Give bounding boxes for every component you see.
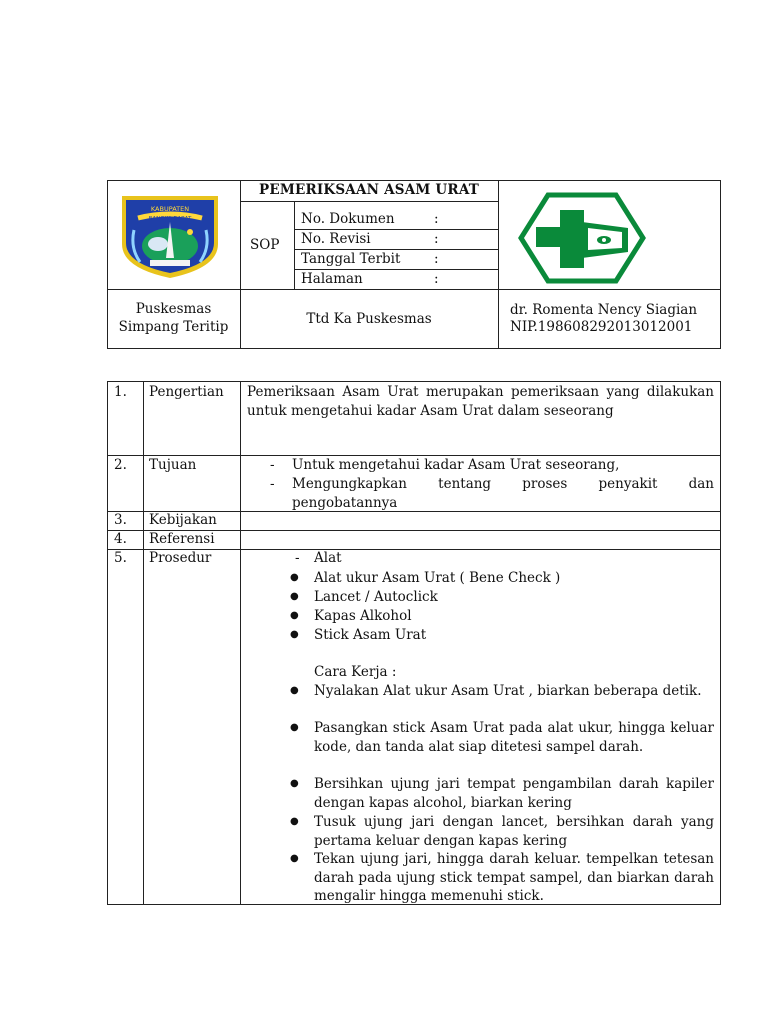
row-label: Pengertian [149,384,224,400]
alat-heading: Alat [314,550,342,566]
field-sep: : [434,251,439,267]
sign-label: Ttd Ka Puskesmas [306,311,432,327]
dash-bullet: - [270,457,275,473]
row-number: 1. [114,384,127,400]
field-sep: : [434,211,439,227]
head-nip: NIP.198608292013012001 [510,319,693,335]
cara-kerja-step: Pasangkan stick Asam Urat pada alat ukur, hingga keluar kode, dan tanda alat siap ditetesi sampel darah. [314,720,714,755]
row-number: 2. [114,457,127,473]
row-label: Prosedur [149,550,212,566]
logo-sub-text: BANGKA BARAT [148,216,192,222]
header-divider [294,229,498,230]
cara-kerja-step: Tekan ujung jari, hingga darah keluar. tempelkan tetesan darah pada ujung stick tempat sampel, dan biarkan darah mengalir hingga memenuhi stick. [314,851,714,904]
dash-bullet: - [295,550,300,566]
bullet-icon: ● [290,629,299,640]
pengertian-text: Pemeriksaan Asam Urat merupakan pemeriksaan yang dilakukan untuk mengetahui kadar Asam Urat dalam seseorang [247,384,714,419]
bullet-icon: ● [290,610,299,621]
alat-item: Lancet / Autoclick [314,589,438,605]
row-label: Referensi [149,531,215,547]
content-divider [143,381,144,905]
field-label-no-revisi: No. Revisi [301,231,371,247]
alat-item: Alat ukur Asam Urat ( Bene Check ) [314,570,561,586]
row-number: 4. [114,531,127,547]
tujuan-item: Untuk mengetahui kadar Asam Urat seseorang, [292,457,620,473]
bullet-icon: ● [290,591,299,602]
alat-item: Kapas Alkohol [314,608,412,624]
header-divider [294,249,498,250]
field-sep: : [434,271,439,287]
row-number: 3. [114,512,127,528]
bullet-icon: ● [290,778,299,789]
row-label: Kebijakan [149,512,217,528]
header-divider [498,180,499,349]
header-divider [107,289,721,290]
cara-kerja-heading: Cara Kerja : [314,664,397,680]
bullet-icon: ● [290,685,299,696]
puskesmas-logo-icon [518,192,646,284]
cara-kerja-step: Tusuk ujung jari dengan lancet, bersihkan darah yang pertama keluar dengan kapas kering [314,814,714,849]
field-sep: : [434,231,439,247]
bullet-icon: ● [290,816,299,827]
page-title: PEMERIKSAAN ASAM URAT [259,182,479,198]
field-label-halaman: Halaman [301,271,363,287]
logo-top-text: KABUPATEN [150,205,190,213]
content-divider [240,381,241,905]
cara-kerja-step: Bersihkan ujung jari tempat pengambilan darah kapiler dengan kapas alcohol, biarkan kering [314,776,714,811]
alat-item: Stick Asam Urat [314,627,427,643]
head-name: dr. Romenta Nency Siagian [510,302,698,318]
dash-bullet: - [270,476,275,492]
bullet-icon: ● [290,572,299,583]
bullet-icon: ● [290,722,299,733]
field-label-tanggal-terbit: Tanggal Terbit [301,251,401,267]
header-divider [294,269,498,270]
cara-kerja-step: Nyalakan Alat ukur Asam Urat , biarkan beberapa detik. [314,683,702,699]
header-divider [294,201,295,289]
tujuan-item: Mengungkapkan tentang proses penyakit dan pengobatannya [292,476,714,511]
row-number: 5. [114,550,127,566]
org-name-line1: Puskesmas [135,301,212,317]
row-label: Tujuan [149,457,197,473]
sop-label: SOP [250,237,280,253]
header-divider [240,201,498,202]
org-name-line2: Simpang Teritip [118,319,229,335]
field-label-no-dokumen: No. Dokumen [301,211,395,227]
regency-logo-icon [118,192,222,280]
bullet-icon: ● [290,853,299,864]
